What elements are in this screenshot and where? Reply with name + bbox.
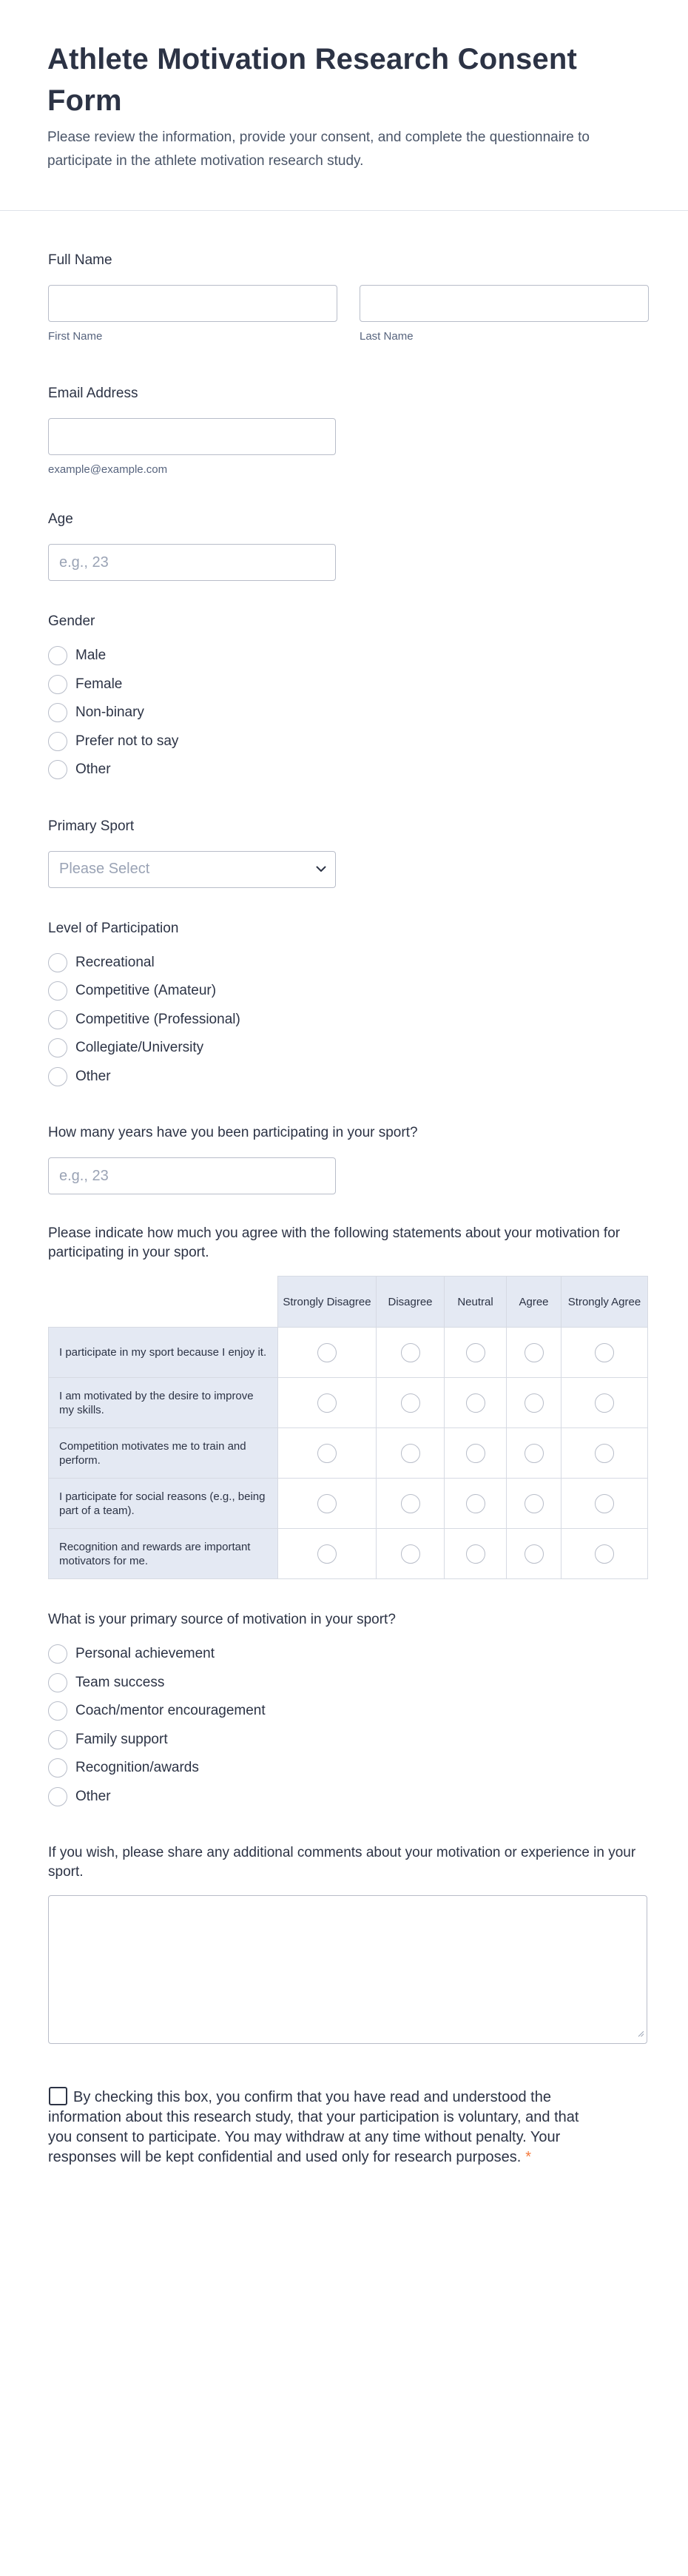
matrix-cell[interactable]	[377, 1479, 445, 1529]
radio-label: Team success	[75, 1674, 165, 1690]
matrix-label: Please indicate how much you agree with the following statements about your motivation for participating in your sport.	[48, 1225, 621, 1260]
matrix-cell[interactable]	[278, 1428, 377, 1479]
matrix-radio-button[interactable]	[595, 1444, 614, 1463]
matrix-cell[interactable]	[507, 1378, 561, 1428]
motivation-source-options	[48, 1640, 640, 1811]
radio-label: Other	[75, 1068, 111, 1084]
matrix-cell[interactable]	[561, 1328, 648, 1378]
matrix-radio-button[interactable]	[401, 1393, 420, 1413]
matrix-radio-button[interactable]	[317, 1494, 337, 1513]
matrix-row-statement: Competition motivates me to train and perform.	[49, 1428, 278, 1479]
matrix-cell[interactable]	[445, 1479, 507, 1529]
matrix-row	[49, 1378, 648, 1428]
age-label: Age	[48, 511, 73, 527]
gender-option[interactable]	[48, 756, 640, 784]
full-name-label: Full Name	[48, 252, 112, 268]
form-content	[0, 249, 688, 2168]
matrix-radio-button[interactable]	[466, 1393, 485, 1413]
radio-button[interactable]	[48, 1010, 67, 1029]
radio-label: Prefer not to say	[75, 733, 179, 749]
comments-label: If you wish, please share any additional comments about your motivation or experience in your sport.	[48, 1845, 636, 1880]
matrix-corner	[49, 1277, 278, 1328]
consent-text: By checking this box, you confirm that you have read and understood the information about this research study, that your participation is voluntary, and that you consent to participate. You may withdraw at any time without penalty. Your responses will be kept confidential and used only for research purposes.	[48, 2089, 579, 2165]
matrix-cell[interactable]	[561, 1428, 648, 1479]
age-input[interactable]	[48, 544, 336, 581]
motivation-source-option[interactable]	[48, 1669, 640, 1698]
gender-option[interactable]	[48, 699, 640, 727]
matrix-cell[interactable]	[507, 1479, 561, 1529]
radio-button[interactable]	[48, 703, 67, 722]
motivation-source-label: What is your primary source of motivation in your sport?	[48, 1612, 396, 1627]
form-title: Athlete Motivation Research Consent Form	[47, 43, 578, 117]
motivation-source-option[interactable]	[48, 1726, 640, 1755]
comments-textarea[interactable]	[48, 1895, 647, 2044]
matrix-cell[interactable]	[377, 1328, 445, 1378]
radio-label: Recreational	[75, 954, 155, 970]
matrix-cell[interactable]	[445, 1328, 507, 1378]
radio-label: Competitive (Amateur)	[75, 983, 217, 999]
matrix-column-header: Agree	[507, 1277, 561, 1328]
radio-label: Collegiate/University	[75, 1040, 204, 1056]
matrix-column-header: Strongly Agree	[561, 1277, 648, 1328]
matrix-row	[49, 1479, 648, 1529]
matrix-radio-button[interactable]	[401, 1444, 420, 1463]
radio-button[interactable]	[48, 1644, 67, 1664]
matrix-radio-button[interactable]	[525, 1544, 544, 1564]
radio-button[interactable]	[48, 1787, 67, 1806]
participation-label: Level of Participation	[48, 920, 179, 936]
radio-button[interactable]	[48, 646, 67, 665]
matrix-radio-button[interactable]	[317, 1544, 337, 1564]
matrix-radio-button[interactable]	[525, 1343, 544, 1362]
years-label: How many years have you been participating in your sport?	[48, 1125, 418, 1140]
motivation-source-field	[48, 1609, 640, 1811]
first-name-sublabel: First Name	[48, 330, 103, 343]
matrix-radio-button[interactable]	[401, 1494, 420, 1513]
radio-button[interactable]	[48, 1701, 67, 1721]
matrix-cell[interactable]	[561, 1479, 648, 1529]
last-name-input[interactable]	[360, 285, 649, 322]
matrix-cell[interactable]	[507, 1328, 561, 1378]
radio-button[interactable]	[48, 1038, 67, 1057]
radio-button[interactable]	[48, 675, 67, 694]
consent-checkbox[interactable]	[49, 2087, 67, 2105]
matrix-cell[interactable]	[278, 1529, 377, 1579]
matrix-radio-button[interactable]	[466, 1494, 485, 1513]
radio-button[interactable]	[48, 1730, 67, 1749]
matrix-cell[interactable]	[377, 1378, 445, 1428]
radio-button[interactable]	[48, 1758, 67, 1778]
radio-button[interactable]	[48, 981, 67, 1001]
participation-option[interactable]	[48, 1034, 640, 1063]
matrix-cell[interactable]	[445, 1378, 507, 1428]
gender-label: Gender	[48, 613, 95, 629]
matrix-radio-button[interactable]	[525, 1494, 544, 1513]
radio-button[interactable]	[48, 1673, 67, 1692]
matrix-radio-button[interactable]	[525, 1393, 544, 1413]
matrix-cell[interactable]	[507, 1529, 561, 1579]
matrix-column-header: Disagree	[377, 1277, 445, 1328]
motivation-source-option[interactable]	[48, 1783, 640, 1812]
resize-handle-icon[interactable]	[637, 2028, 644, 2041]
participation-option[interactable]	[48, 1006, 640, 1035]
radio-label: Recognition/awards	[75, 1760, 199, 1776]
matrix-cell[interactable]	[377, 1529, 445, 1579]
matrix-radio-button[interactable]	[401, 1544, 420, 1564]
age-field	[48, 508, 640, 581]
participation-option[interactable]	[48, 977, 640, 1006]
radio-label: Personal achievement	[75, 1646, 215, 1662]
gender-option[interactable]	[48, 727, 640, 756]
motivation-matrix-field	[48, 1224, 640, 1579]
participation-option[interactable]	[48, 1063, 640, 1092]
participation-options	[48, 949, 640, 1092]
last-name-sublabel: Last Name	[360, 330, 414, 343]
radio-label: Coach/mentor encouragement	[75, 1703, 266, 1719]
matrix-row-statement: I participate in my sport because I enjoy it.	[49, 1328, 278, 1378]
radio-label: Other	[75, 761, 111, 778]
matrix-cell[interactable]	[445, 1529, 507, 1579]
gender-field	[48, 611, 640, 784]
radio-button[interactable]	[48, 760, 67, 779]
matrix-row	[49, 1529, 648, 1579]
matrix-radio-button[interactable]	[595, 1343, 614, 1362]
matrix-radio-button[interactable]	[317, 1444, 337, 1463]
motivation-source-option[interactable]	[48, 1754, 640, 1783]
matrix-cell[interactable]	[278, 1479, 377, 1529]
primary-sport-label: Primary Sport	[48, 818, 135, 834]
radio-label: Family support	[75, 1731, 168, 1747]
matrix-radio-button[interactable]	[466, 1444, 485, 1463]
gender-option[interactable]	[48, 670, 640, 699]
matrix-radio-button[interactable]	[466, 1343, 485, 1362]
matrix-cell[interactable]	[445, 1428, 507, 1479]
matrix-radio-button[interactable]	[317, 1393, 337, 1413]
participation-option[interactable]	[48, 949, 640, 978]
radio-label: Other	[75, 1788, 111, 1804]
matrix-cell[interactable]	[278, 1378, 377, 1428]
comments-field	[48, 1843, 640, 2044]
matrix-cell[interactable]	[377, 1428, 445, 1479]
matrix-column-header: Strongly Disagree	[278, 1277, 377, 1328]
primary-sport-select[interactable]	[48, 851, 336, 888]
form-header	[0, 0, 688, 211]
matrix-cell[interactable]	[561, 1378, 648, 1428]
matrix-cell[interactable]	[507, 1428, 561, 1479]
radio-label: Female	[75, 676, 123, 692]
radio-label: Competitive (Professional)	[75, 1011, 240, 1027]
matrix-row-statement: I participate for social reasons (e.g., being part of a team).	[49, 1479, 278, 1529]
motivation-matrix	[48, 1276, 648, 1579]
matrix-radio-button[interactable]	[401, 1343, 420, 1362]
years-field	[48, 1122, 640, 1194]
radio-button[interactable]	[48, 1067, 67, 1086]
matrix-column-header: Neutral	[445, 1277, 507, 1328]
primary-sport-field	[48, 815, 640, 888]
matrix-radio-button[interactable]	[317, 1343, 337, 1362]
email-label: Email Address	[48, 386, 138, 401]
matrix-row	[49, 1328, 648, 1378]
motivation-source-option[interactable]	[48, 1697, 640, 1726]
required-asterisk: *	[525, 2149, 532, 2165]
matrix-radio-button[interactable]	[595, 1544, 614, 1564]
matrix-cell[interactable]	[278, 1328, 377, 1378]
email-field	[48, 383, 640, 477]
gender-options	[48, 642, 640, 784]
participation-field	[48, 918, 640, 1092]
matrix-radio-button[interactable]	[595, 1494, 614, 1513]
matrix-row-statement: Recognition and rewards are important motivators for me.	[49, 1529, 278, 1579]
matrix-cell[interactable]	[561, 1529, 648, 1579]
full-name-field	[48, 249, 640, 344]
motivation-source-option[interactable]	[48, 1640, 640, 1669]
matrix-row-statement: I am motivated by the desire to improve my skills.	[49, 1378, 278, 1428]
first-name-input[interactable]	[48, 285, 337, 322]
radio-button[interactable]	[48, 732, 67, 751]
radio-label: Non-binary	[75, 704, 144, 721]
matrix-radio-button[interactable]	[525, 1444, 544, 1463]
radio-label: Male	[75, 648, 107, 664]
gender-option[interactable]	[48, 642, 640, 670]
matrix-radio-button[interactable]	[466, 1544, 485, 1564]
years-input[interactable]	[48, 1157, 336, 1194]
consent-checkbox-field[interactable]	[48, 2087, 582, 2168]
radio-button[interactable]	[48, 953, 67, 972]
matrix-row	[49, 1428, 648, 1479]
select-placeholder: Please Select	[59, 861, 150, 877]
matrix-radio-button[interactable]	[595, 1393, 614, 1413]
chevron-down-icon	[316, 866, 326, 872]
form-description: Please review the information, provide your consent, and complete the questionnaire to participate in the athlete motivation research study.	[47, 130, 590, 169]
email-input[interactable]	[48, 418, 336, 455]
email-sublabel: example@example.com	[48, 463, 168, 476]
